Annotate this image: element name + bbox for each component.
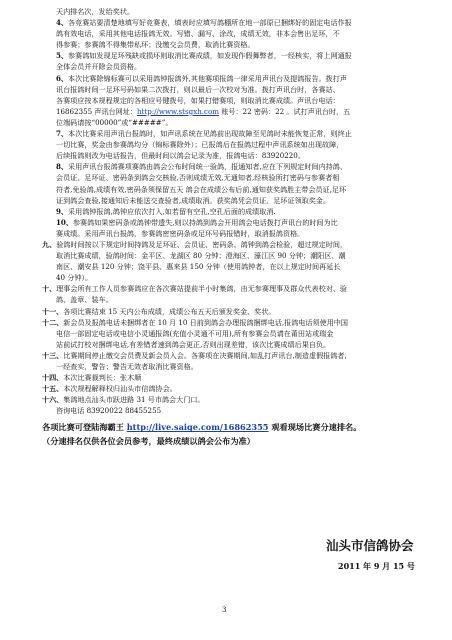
item-number: 十一、 (42, 306, 64, 316)
text-line (42, 405, 424, 416)
text-line (42, 128, 424, 139)
line-text: 比赛期间停止缴交会员费及新会员入会。各赛项在决赛期间,如乱打声讯台,制造虚假报鸽者, (63, 350, 347, 360)
line-text: 一经查实，警告；警告无效者取消比赛资格。 (56, 362, 198, 371)
line-text: 一切比赛，奖金由参赛鸽均分（锦标赛除外）；已报鸽后在报鸽过程中声讯系统如出现故障， (56, 140, 344, 150)
text-line (42, 394, 424, 405)
live-ranking-link[interactable]: http://live.saige.com/16862355 (126, 422, 269, 433)
text-line (42, 28, 424, 39)
line-text: 会员证、足环证、密码条到鸽会交核验,否则成绩无效,无通知者,经核验所打密码与参赛者相 (56, 173, 340, 183)
text-line (42, 228, 424, 239)
line-text: 采用声讯台报鸽赛项赛鸽由鸽会公布时间统一验鸽，报通知者,应在下列规定时间内持鸽、 (68, 162, 347, 172)
line-text: 本次规程解释权归汕头市信鸽协会。 (63, 384, 177, 394)
item-number: 9、 (56, 206, 69, 216)
line-text: 位端码请按“00000”或“#####”。 (56, 117, 173, 127)
text-line (42, 206, 424, 217)
text-line (42, 39, 424, 50)
text-line (42, 239, 424, 250)
text-line (42, 372, 424, 383)
text-line (42, 306, 424, 317)
line-text: 本次比赛除锦标赛可以采用鸽钟报鸽外,其他赛项报鸽一律采用声讯台及提鸽报告。拨打声 (68, 73, 347, 83)
document-date: 2011 年 9 月 15 号 (338, 561, 415, 571)
line-text: 新会员及报鸽电话未捆绑者在 10 月 10 日前到鸽会办理报鸽捆绑电话,报鸽电话须使用中国 (63, 317, 348, 327)
signature: 汕头市信鸽协会 (326, 538, 414, 553)
line-text: 本次比赛采用声讯台报鸽时，如声讯系统在见鸽前出现故障至见鸽时未能恢复正常，则终止 (68, 129, 352, 139)
text-line (42, 350, 424, 361)
item-number: 10、 (56, 217, 73, 227)
text-line (42, 117, 424, 128)
live-ranking-line (42, 420, 424, 434)
body-text (42, 6, 424, 416)
line-text: 各项比赛结束 15 天内公布成绩，成绩公布五天后颁发奖金、奖状。 (63, 306, 276, 316)
item-number: 7、 (56, 129, 69, 139)
line-text: 验鸽时间按以下规定时间持鸽及足环证、会员证、密码条、鸽钟到鸽会检验，超过规定时间， (56, 239, 348, 249)
item-number: 4、 (56, 18, 69, 28)
line-text: 站前试打校对捆绑电话,有差错者速到鸽会更正,否则出现差错，该次比赛成绩后果自负。 (56, 339, 331, 349)
item-number: 十二、 (42, 317, 64, 327)
text-line (42, 17, 424, 28)
line-text: 集鸽地点汕头市跃进路 31 号市鸽会大门口。 (63, 395, 205, 405)
line-text: 全体会员并开除会员资格。 (56, 62, 142, 72)
text-line (42, 317, 424, 328)
text-line (42, 106, 424, 117)
text-line (42, 6, 424, 17)
line-text: 参赛鸽如发现足环残缺或损坏则取消比赛成绩，如发现作假舞弊者，一经核实，将上网通报 (68, 51, 352, 61)
line-text: 咨询电话 83920022 88455255 (56, 406, 162, 416)
line-text-continued: 账号：22 密码：22 。试打声讯台时，五 (219, 106, 351, 116)
item-number: 十四、 (42, 373, 64, 383)
line-text: 赛成绩。采用声讯台报鸽，参赛鸽密密码条或足环号码报错时，取消报鸽资格。 (56, 228, 305, 238)
item-number: 6、 (56, 73, 69, 83)
line-text: 鸽、盖章、装车。 (56, 295, 113, 305)
line-text: 讯台报鸽时间一足环号码如果二次拨打，则以最后一次校对为准。拨打声讯台时，各赛站、 (56, 84, 340, 94)
text-line (42, 361, 424, 372)
text-line (42, 272, 424, 283)
ranking-note: （分速排名仅供各位会员参考，最终成绩以鸽会公布为准） (42, 436, 255, 447)
item-number: 5、 (56, 51, 69, 61)
item-number: 8、 (56, 162, 69, 172)
item-number: 十、 (42, 284, 57, 294)
item-number: 九、 (42, 239, 57, 249)
text-line (42, 150, 424, 161)
line-text: 天内排名次，发给奖状。 (56, 7, 135, 16)
text-line (42, 261, 424, 272)
line-text: 参赛鸽如果密码条或鸽钟带遗失,则以持鸽到鸽会开用鸽会电话拨打声讯台的时间为比 (72, 217, 338, 227)
line-text: 40 分钟）。 (56, 273, 93, 283)
line-text: 取消比赛成绩，验鸽时间：金平区、龙湖区 80 分钟；澄海区、濠江区 90 分钟；潮阳区、潮 (56, 251, 346, 261)
text-line (42, 250, 424, 261)
page-number: 3 (222, 606, 227, 614)
item-number: 十六、 (42, 395, 64, 405)
text-line (42, 61, 424, 72)
text-line (42, 73, 424, 84)
text-line (42, 217, 424, 228)
text-line (42, 95, 424, 106)
website-link[interactable]: http://www.stsgxh.com (136, 106, 220, 116)
item-number: 十三、 (42, 350, 64, 360)
line-text: 鸽有效电话，采用其他电话报鸽无效。写错、漏写、涂改，成绩无效，非本会售出足环，不 (56, 29, 340, 39)
text-line (42, 339, 424, 350)
text-line (42, 50, 424, 61)
line-text: 采用鸽钟报鸽,鸽钟应依次打入,如若留有空孔,空孔后面的成绩取消. (68, 206, 276, 216)
item-number: 十五、 (42, 384, 64, 394)
line-text: 证到鸽会查验,接通知后未能送交查验者,成绩取消。获奖鸽凭会员证、足环证领取奖金。 (56, 195, 331, 205)
line-text: 16862355 声讯台网址： (56, 106, 137, 116)
line-text: 后续报鸽则改为电话报告，但最时间以鸽会记录为准，报鸽电话：83920220。 (56, 151, 305, 161)
text-line (42, 139, 424, 150)
line-text: 南区、潮安县 120 分钟；饶平县、惠来县 150 分钟（使用鸽钟者，在以上规定时间再延长 (56, 262, 341, 272)
text-line (42, 161, 424, 172)
line-text: 各赛项应按本规程规定的各相应号键拨号，如果打错赛项，则取消比赛成绩。声讯台电话： (56, 95, 340, 105)
text-line (42, 84, 424, 95)
text-line (42, 184, 424, 195)
text-line (42, 328, 424, 339)
live-ranking-prefix: 各项比赛可登陆海霸王 (42, 422, 127, 433)
line-text: 理事会所有工作人员参赛鸽应在各次赛站提前半小时集鸽，由无参赛理事及群众代表校对、验 (56, 284, 348, 294)
text-line (42, 172, 424, 183)
text-line (42, 294, 424, 305)
line-text: 电信一部固定电话或电信小灵通报鸽(充值小灵通不可用),所有参赛会员请在莆田站或瑞金 (56, 328, 334, 338)
line-text: 本次比赛裁判长：张木顺 (63, 373, 142, 383)
line-text: 符者,免验鸽,成绩有效,密码条须保留五天 鸽会在成绩公布后前,通知获奖鸽胜主带会员证,足环 (56, 184, 347, 194)
text-line (42, 283, 424, 294)
line-text: 得参赛；参赛鸽不得集带私环；没缴交会员费，取消比赛资格。 (56, 40, 255, 50)
text-line (42, 383, 424, 394)
line-text: 各竞赛站要清楚地填写好竞赛表，填表时应填写鸽棚所在地一部原已捆绑好的固定电话作报 (68, 18, 352, 28)
live-ranking-suffix: 观看现场比赛分速排名。 (268, 422, 362, 433)
text-line (42, 195, 424, 206)
